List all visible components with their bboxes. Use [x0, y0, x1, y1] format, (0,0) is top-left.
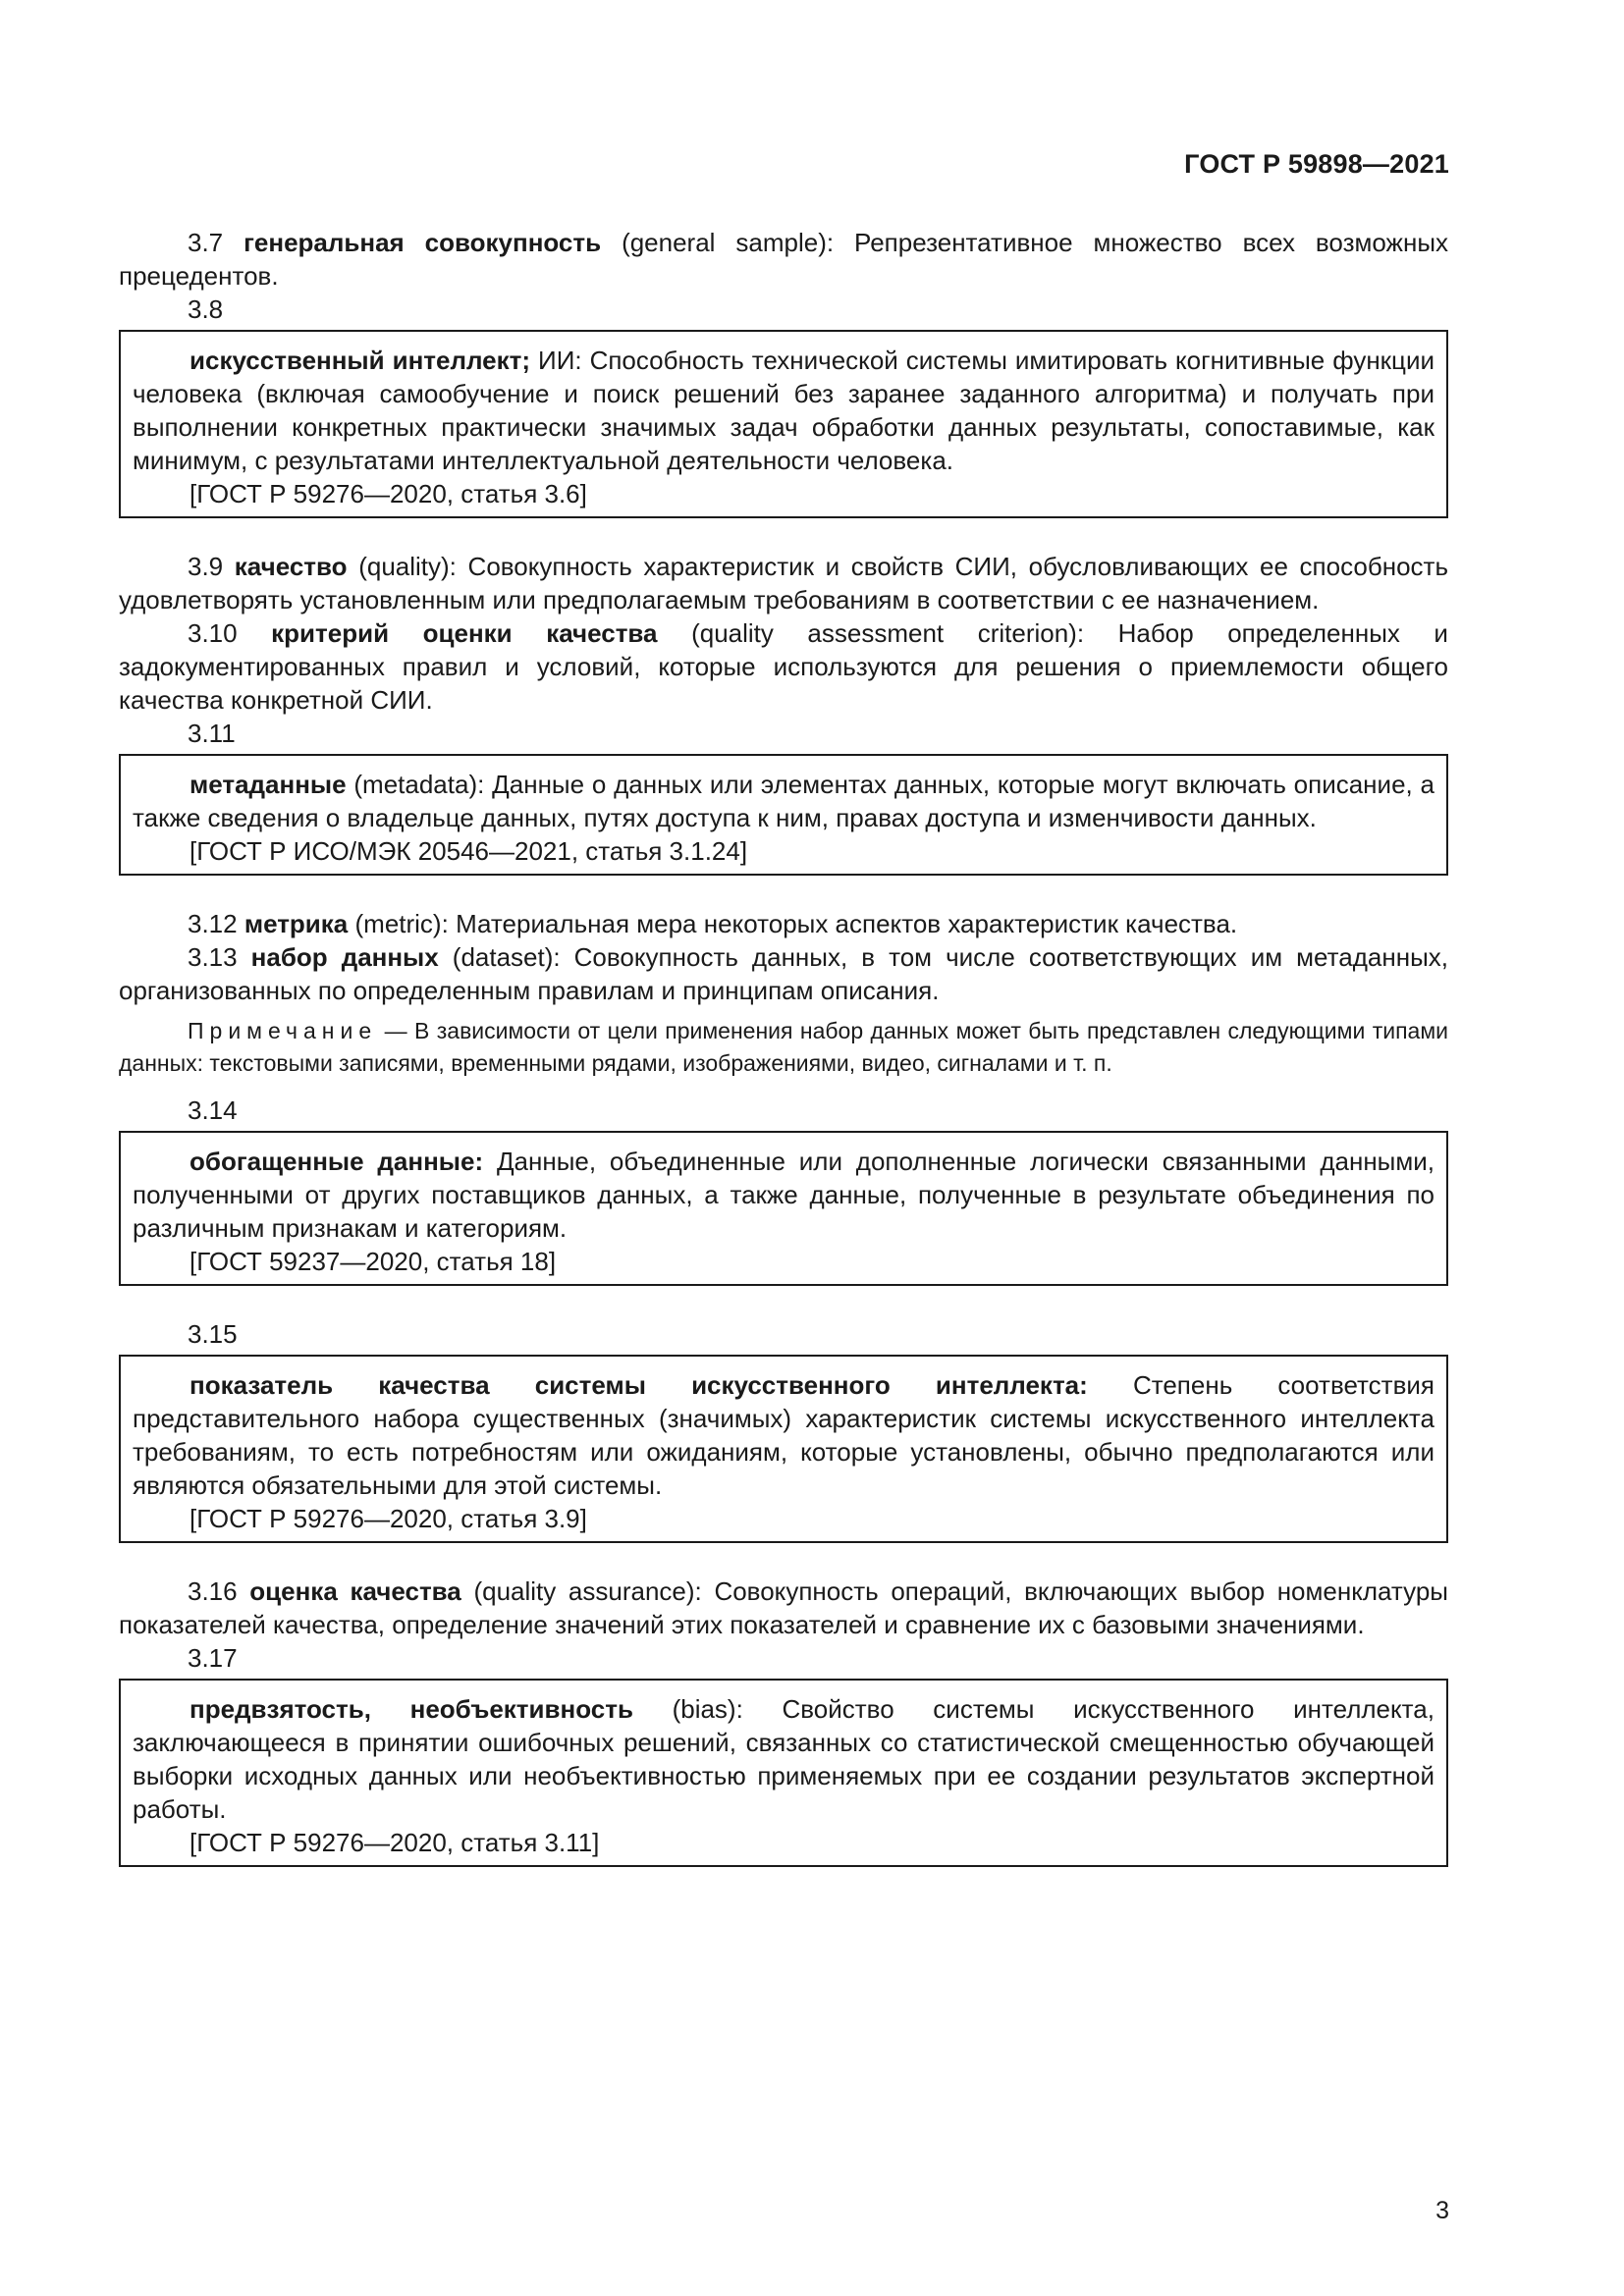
- term-definition: искусственный интеллект; ИИ: Способность технической системы имитировать когнитивные функции человека (включая самообучение и поиск решений без заранее заданного алгоритма) и получать при выполнении конкретных практически значимых задач обработки данных результаты, сопоставимые, как минимум, с результатами интеллектуальной деятельности человека.: [133, 346, 1435, 475]
- term-3-16: 3.16 оценка качества (quality assurance): Совокупность операций, включающих выбор номенклатуры показателей качества, определение значений этих показателей и сравнение их с базовыми значениями.: [119, 1576, 1448, 1639]
- term-box-3-8: [119, 330, 1448, 518]
- term-source: [ГОСТ 59237—2020, статья 18]: [189, 1247, 557, 1276]
- term-box-3-14: [119, 1131, 1448, 1286]
- term-source: [ГОСТ Р 59276—2020, статья 3.6]: [189, 479, 587, 508]
- term-3-10: 3.10 критерий оценки качества (quality assessment criterion): Набор определенных и задокументированных правил и условий, которые используются для решения о приемлемости общего качества конкретной СИИ.: [119, 618, 1448, 715]
- term-source: [ГОСТ Р ИСО/МЭК 20546—2021, статья 3.1.24]: [189, 836, 748, 866]
- term-box-3-11: [119, 754, 1448, 876]
- term-definition: показатель качества системы искусственного интеллекта: Степень соответствия представительного набора существенных (значимых) характеристик системы искусственного интеллекта требованиям, то есть потребностям или ожиданиям, которые установлены, обычно предполагаются или являются обязательными для этой системы.: [133, 1370, 1435, 1500]
- page-number: 3: [1435, 2197, 1449, 2224]
- term-box-3-17: [119, 1679, 1448, 1867]
- term-number: 3.17: [188, 1643, 238, 1673]
- term-number: 3.15: [188, 1319, 238, 1349]
- term-source: [ГОСТ Р 59276—2020, статья 3.11]: [189, 1828, 600, 1857]
- term-source: [ГОСТ Р 59276—2020, статья 3.9]: [189, 1504, 587, 1533]
- term-number: 3.8: [188, 294, 224, 324]
- note-label: Примечание: [188, 1018, 378, 1043]
- document-id: ГОСТ Р 59898—2021: [1184, 149, 1449, 179]
- term-definition: обогащенные данные: Данные, объединенные или дополненные логически связанными данными, полученными от других поставщиков данных, а также данные, полученные в результате объединения по различным признакам и категориям.: [133, 1147, 1435, 1243]
- term-3-7: 3.7 генеральная совокупность (general sample): Репрезентативное множество всех возможных прецедентов.: [119, 228, 1448, 291]
- term-3-9: 3.9 качество (quality): Совокупность характеристик и свойств СИИ, обусловливающих ее способность удовлетворять установленным или предполагаемым требованиям в соответствии с ее назначением.: [119, 552, 1449, 614]
- term-box-3-15: [119, 1355, 1448, 1543]
- note-3-13: Примечание — В зависимости от цели применения набор данных может быть представлен следующими типами данных: текстовыми записями, временными рядами, изображениями, видео, сигналами и т. п.: [119, 1018, 1448, 1076]
- term-definition: предвзятость, необъективность (bias): Свойство системы искусственного интеллекта, заключающееся в принятии ошибочных решений, связанных со статистической смещенностью обучающей выборки исходных данных или необъективностью применяемых при ее создании результатов экспертной работы.: [133, 1694, 1435, 1824]
- term-3-12: 3.12 метрика (metric): Материальная мера некоторых аспектов характеристик качества.: [188, 909, 1238, 938]
- term-3-13: 3.13 набор данных (dataset): Совокупность данных, в том числе соответствующих им метаданных, организованных по определенным правилам и принципам описания.: [119, 942, 1448, 1005]
- terms-section: [119, 226, 1448, 1867]
- term-definition: метаданные (metadata): Данные о данных или элементах данных, которые могут включать описание, а также сведения о владельце данных, путях доступа к ним, правах доступа и изменчивости данных.: [133, 770, 1435, 832]
- term-number: 3.14: [188, 1095, 238, 1125]
- term-number: 3.11: [188, 719, 236, 748]
